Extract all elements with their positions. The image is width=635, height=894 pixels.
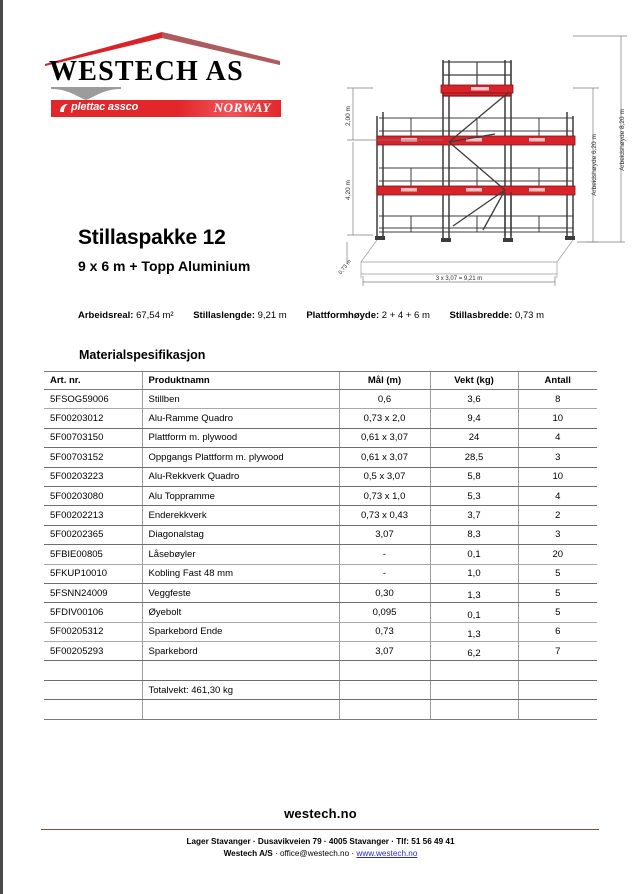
cell-quantity	[518, 700, 597, 719]
cell-dimension: 0,61 x 3,07	[339, 448, 430, 467]
cell-weight: 3,6	[430, 390, 518, 409]
cell-quantity: 20	[518, 545, 597, 564]
cell-weight: 5,8	[430, 467, 518, 486]
footer-company-line	[3, 848, 635, 860]
cell-weight	[430, 661, 518, 680]
footer-email-text: · office@westech.no ·	[272, 848, 357, 858]
cell-weight: 1,3	[430, 583, 518, 602]
cell-product-name: Alu-Rekkverk Quadro	[142, 467, 339, 486]
table-row	[44, 700, 597, 719]
cell-article-number: 5FBIE00805	[44, 545, 142, 564]
cell-article-number: 5F00205293	[44, 642, 142, 661]
table-row	[44, 428, 597, 447]
brand-banner	[51, 100, 281, 117]
table-row	[44, 661, 597, 680]
cell-article-number	[44, 700, 142, 719]
cell-quantity: 4	[518, 428, 597, 447]
spec-item	[78, 310, 174, 321]
footer-address-line	[3, 836, 635, 848]
cell-article-number: 5F00703150	[44, 428, 142, 447]
table-body	[44, 390, 597, 720]
spec-label: Stillaslengde:	[193, 310, 255, 321]
cell-weight: 1,0	[430, 564, 518, 583]
cell-product-name: Totalvekt: 461,30 kg	[142, 680, 339, 699]
table-header-row	[44, 372, 597, 390]
cell-weight: 24	[430, 428, 518, 447]
table-row	[44, 486, 597, 505]
cell-dimension: 0,61 x 3,07	[339, 428, 430, 447]
spec-value: 0,73 m	[514, 310, 545, 321]
cell-dimension: 0,5 x 3,07	[339, 467, 430, 486]
swoosh-graphic	[51, 85, 121, 101]
scaffold-diagram-svg	[333, 30, 631, 292]
column-header-name: Produktnamn	[142, 372, 339, 390]
table-header	[44, 372, 597, 390]
table-row	[44, 409, 597, 428]
materials-heading: Materialspesifikasjon	[79, 348, 206, 362]
spec-item	[450, 310, 545, 321]
spec-label: Plattformhøyde:	[306, 310, 380, 321]
cell-dimension: 0,73	[339, 622, 430, 641]
spec-summary	[78, 310, 578, 321]
cell-product-name: Stillben	[142, 390, 339, 409]
column-header-mal: Mål (m)	[339, 372, 430, 390]
cell-weight: 1,3	[430, 622, 518, 641]
footer-website-link[interactable]: www.westech.no	[356, 848, 418, 858]
cell-product-name: Diagonalstag	[142, 525, 339, 544]
cell-product-name: Sparkebord	[142, 642, 339, 661]
cell-weight	[430, 680, 518, 699]
spec-value: 67,54 m²	[136, 310, 174, 321]
column-header-vekt: Vekt (kg)	[430, 372, 518, 390]
cell-article-number: 5F00205312	[44, 622, 142, 641]
cell-dimension: 0,73 x 1,0	[339, 486, 430, 505]
brand-country: NORWAY	[213, 100, 271, 115]
cell-product-name: Låsebøyler	[142, 545, 339, 564]
cell-product-name: Øyebolt	[142, 603, 339, 622]
cell-product-name: Alu Toppramme	[142, 486, 339, 505]
table-row	[44, 448, 597, 467]
footer-contact	[3, 836, 635, 859]
cell-weight: 9,4	[430, 409, 518, 428]
cell-weight: 28,5	[430, 448, 518, 467]
cell-dimension: 0,6	[339, 390, 430, 409]
cell-article-number: 5FSOG59006	[44, 390, 142, 409]
table-row	[44, 583, 597, 602]
cell-product-name: Sparkebord Ende	[142, 622, 339, 641]
materials-table-wrap	[44, 371, 597, 720]
cell-quantity: 3	[518, 525, 597, 544]
cell-quantity: 5	[518, 603, 597, 622]
cell-article-number: 5FDIV00106	[44, 603, 142, 622]
cell-weight: 6,2	[430, 642, 518, 661]
spec-item	[193, 310, 286, 321]
plettac-mark-icon	[59, 104, 69, 113]
table-row	[44, 545, 597, 564]
dim-bottom-label: 3 x 3,07 = 9,21 m	[435, 276, 483, 282]
spec-value: 2 + 4 + 6 m	[381, 310, 430, 321]
cell-quantity: 5	[518, 564, 597, 583]
table-row	[44, 390, 597, 409]
brand-name: plettac assco	[71, 101, 139, 113]
cell-quantity: 4	[518, 486, 597, 505]
cell-article-number	[44, 680, 142, 699]
cell-weight: 0,1	[430, 603, 518, 622]
cell-quantity: 10	[518, 409, 597, 428]
cell-quantity: 3	[518, 448, 597, 467]
cell-product-name: Alu-Ramme Quadro	[142, 409, 339, 428]
cell-quantity: 7	[518, 642, 597, 661]
dim-left-top-label: 2,00 m	[345, 106, 352, 126]
cell-dimension	[339, 700, 430, 719]
logo-company-name: WESTECH AS	[49, 56, 244, 87]
cell-weight	[430, 700, 518, 719]
cell-dimension: -	[339, 545, 430, 564]
table-row	[44, 525, 597, 544]
cell-product-name	[142, 700, 339, 719]
cell-quantity: 5	[518, 583, 597, 602]
cell-article-number: 5FSNN24009	[44, 583, 142, 602]
cell-quantity: 10	[518, 467, 597, 486]
cell-dimension: 0,095	[339, 603, 430, 622]
dim-left-bottom-label: 4,20 m	[345, 180, 352, 200]
table-row	[44, 642, 597, 661]
cell-quantity: 2	[518, 506, 597, 525]
cell-quantity	[518, 661, 597, 680]
cell-dimension	[339, 661, 430, 680]
cell-quantity: 6	[518, 622, 597, 641]
cell-weight: 5,3	[430, 486, 518, 505]
cell-product-name: Enderekkverk	[142, 506, 339, 525]
cell-article-number: 5F00202365	[44, 525, 142, 544]
westech-logo	[43, 30, 283, 115]
cell-dimension: 3,07	[339, 642, 430, 661]
cell-dimension: 0,73 x 2,0	[339, 409, 430, 428]
dim-right-outer-label: Arbeidshøyde 8,20 m	[619, 109, 626, 171]
cell-dimension	[339, 680, 430, 699]
cell-weight: 0,1	[430, 545, 518, 564]
table-row	[44, 603, 597, 622]
cell-article-number: 5F00203080	[44, 486, 142, 505]
footer-address-text: Lager Stavanger · Dusavikveien 79 · 4005 Stavanger · Tlf: 51 56 49 41	[186, 837, 455, 846]
column-header-antall: Antall	[518, 372, 597, 390]
cell-product-name: Oppgangs Plattform m. plywood	[142, 448, 339, 467]
cell-weight: 3,7	[430, 506, 518, 525]
footer-company-name: Westech A/S	[223, 848, 273, 858]
cell-quantity: 8	[518, 390, 597, 409]
cell-weight: 8,3	[430, 525, 518, 544]
cell-quantity	[518, 680, 597, 699]
footer-brand: westech.no	[284, 806, 357, 821]
spec-value: 9,21 m	[257, 310, 287, 321]
scaffold-drawing	[333, 30, 631, 292]
materials-table	[44, 371, 597, 720]
table-row	[44, 564, 597, 583]
page-title: Stillaspakke 12	[78, 226, 226, 249]
cell-product-name: Veggfeste	[142, 583, 339, 602]
dim-depth-label: 0,73 m	[337, 258, 353, 276]
cell-product-name	[142, 661, 339, 680]
cell-product-name: Plattform m. plywood	[142, 428, 339, 447]
spec-label: Arbeidsreal:	[78, 310, 134, 321]
cell-article-number: 5FKUP10010	[44, 564, 142, 583]
cell-article-number: 5F00203012	[44, 409, 142, 428]
table-row	[44, 506, 597, 525]
dim-right-inner-label: Arbeidshøyde 6,20 m	[591, 134, 598, 196]
cell-dimension: 3,07	[339, 525, 430, 544]
table-row	[44, 622, 597, 641]
page-subtitle: 9 x 6 m + Topp Aluminium	[78, 258, 251, 274]
table-row	[44, 467, 597, 486]
cell-article-number: 5F00703152	[44, 448, 142, 467]
cell-dimension: 0,30	[339, 583, 430, 602]
spec-item	[306, 310, 430, 321]
column-header-art: Art. nr.	[44, 372, 142, 390]
cell-dimension: 0,73 x 0,43	[339, 506, 430, 525]
cell-article-number: 5F00203223	[44, 467, 142, 486]
cell-product-name: Kobling Fast 48 mm	[142, 564, 339, 583]
cell-article-number: 5F00202213	[44, 506, 142, 525]
spec-label: Stillasbredde:	[449, 310, 513, 321]
cell-article-number	[44, 661, 142, 680]
cell-dimension: -	[339, 564, 430, 583]
table-row	[44, 680, 597, 699]
footer-divider	[41, 829, 599, 830]
